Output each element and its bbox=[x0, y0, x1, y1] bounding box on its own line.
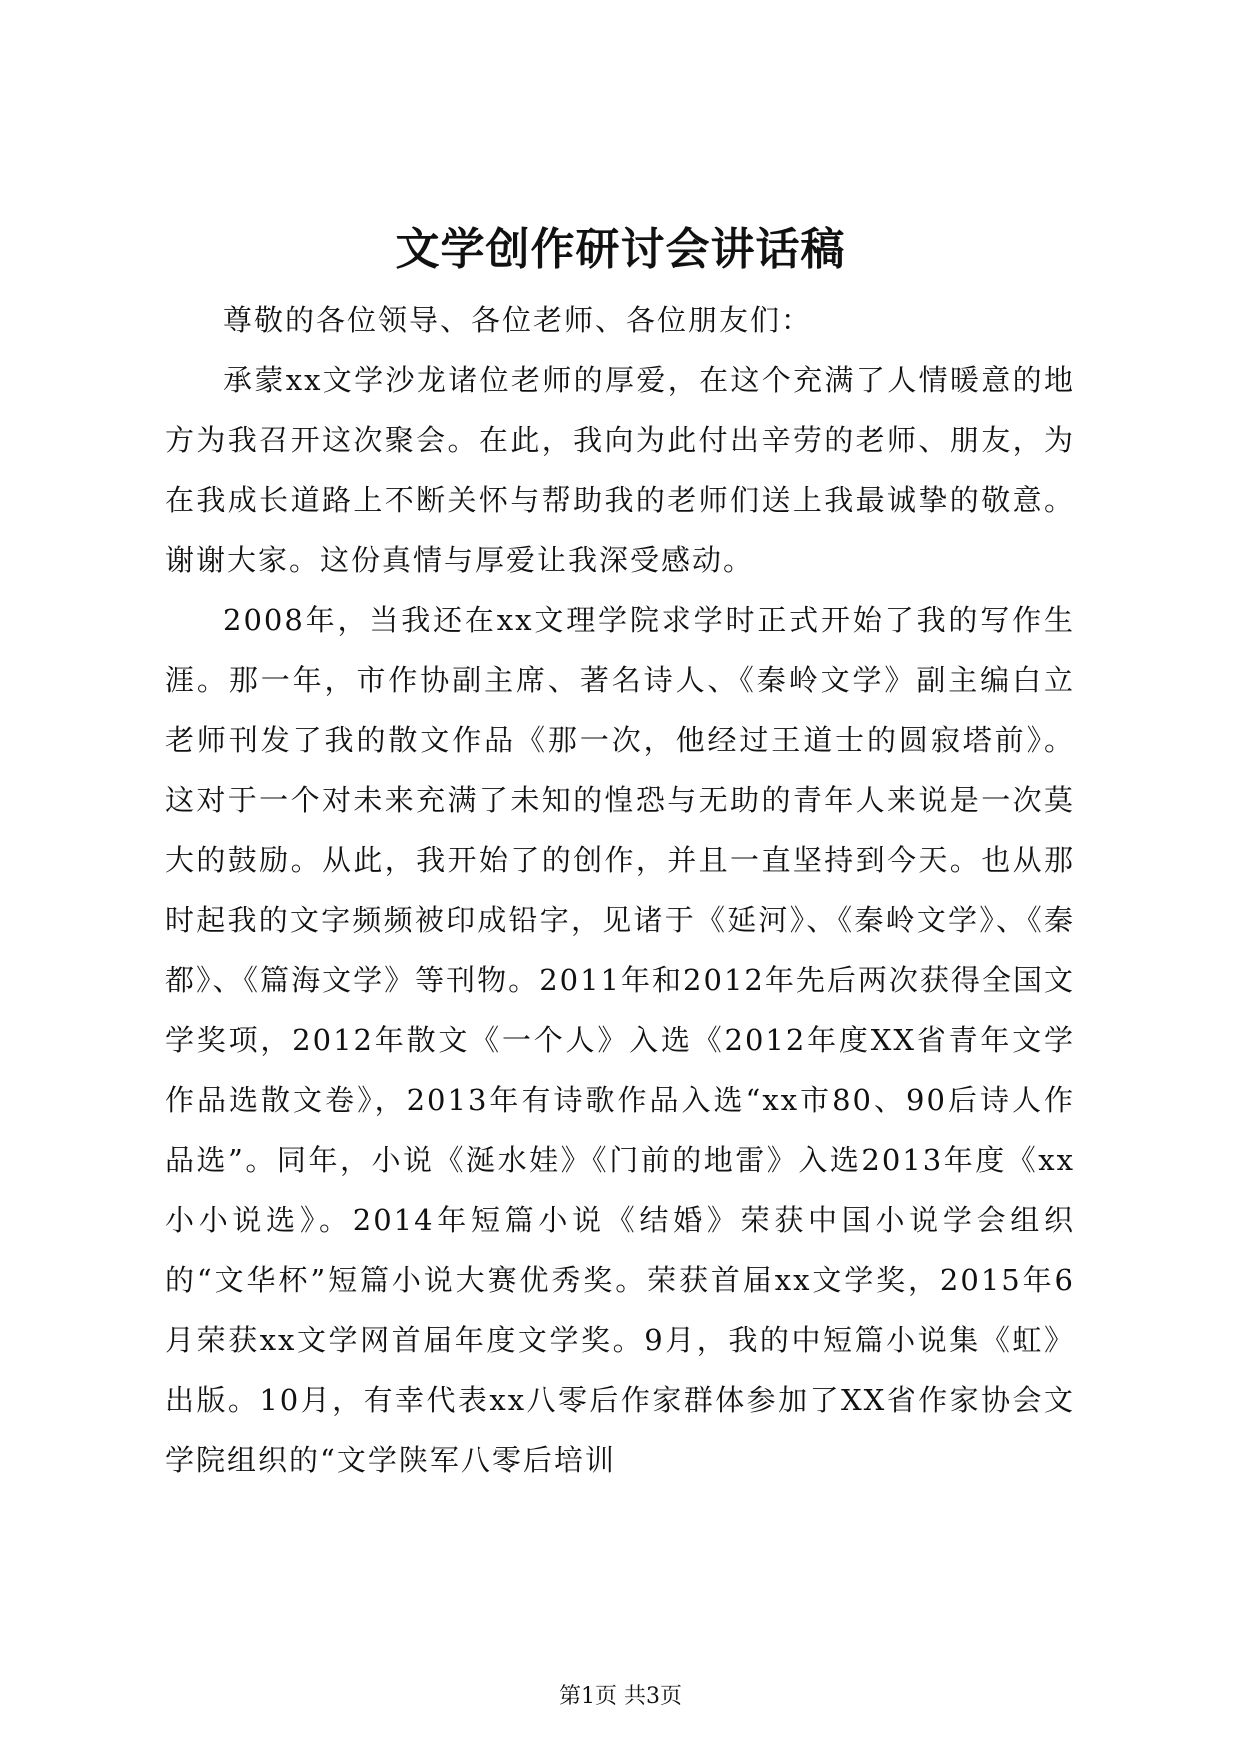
body-paragraph-2: 2008年，当我还在xx文理学院求学时正式开始了我的写作生涯。那一年，市作协副主席、著名诗人、《秦岭文学》副主编白立老师刊发了我的散文作品《那一次，他经过王道士的圆寂塔前》。这对于一个对未来充满了未知的惶恐与无助的青年人来说是一次莫大的鼓励。从此，我开始了的创作，并且一直坚持到今天。也从那时起我的文字频频被印成铅字，见诸于《延河》、《秦岭文学》、《秦都》、《篇海文学》等刊物。2011年和2012年先后两次获得全国文学奖项，2012年散文《一个人》入选《2012年度XX省青年文学作品选散文卷》，2013年有诗歌作品入选“xx市80、90后诗人作品选”。同年，小说《涎水娃》《门前的地雷》入选2013年度《xx小小说选》。2014年短篇小说《结婚》荣获中国小说学会组织的“文华杯”短篇小说大赛优秀奖。荣获首届xx文学奖，2015年6月荣获xx文学网首届年度文学奖。9月，我的中短篇小说集《虹》出版。10月，有幸代表xx八零后作家群体参加了XX省作家协会文学院组织的“文学陕军八零后培训 bbox=[165, 603, 1075, 1477]
salutation-paragraph: 尊敬的各位领导、各位老师、各位朋友们： bbox=[223, 303, 813, 337]
document-body bbox=[165, 290, 1075, 1490]
page-footer: 第1页 共3页 bbox=[559, 1684, 682, 1709]
body-paragraph-1: 承蒙xx文学沙龙诸位老师的厚爱，在这个充满了人情暖意的地方为我召开这次聚会。在此，我向为此付出辛劳的老师、朋友，为在我成长道路上不断关怀与帮助我的老师们送上我最诚挚的敬意。谢谢大家。这份真情与厚爱让我深受感动。 bbox=[165, 363, 1075, 577]
document-title: 文学创作研讨会讲话稿 bbox=[395, 224, 846, 275]
